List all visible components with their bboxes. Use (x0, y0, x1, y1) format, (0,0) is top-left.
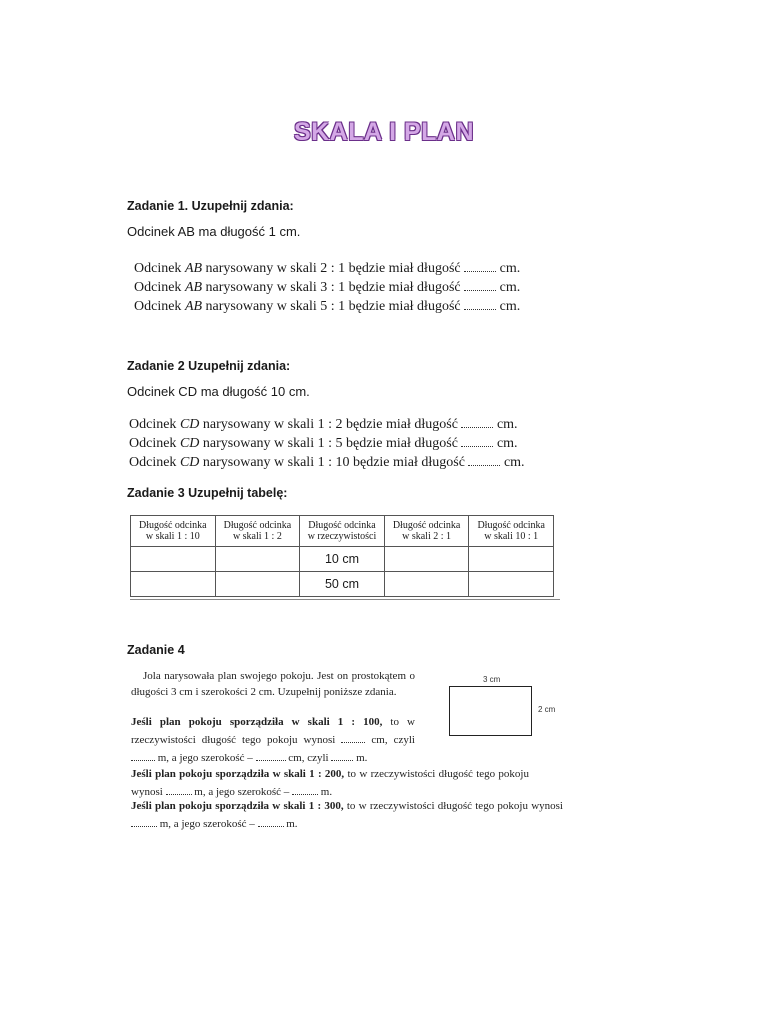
task1-line: Odcinek AB narysowany w skali 5 : 1 będzie miał długość cm. (134, 299, 521, 314)
answer-blank[interactable] (464, 278, 496, 291)
table-cell: 10 cm (300, 547, 385, 572)
table-cell[interactable] (131, 572, 216, 597)
scale-table (130, 515, 554, 597)
column-header: Długość odcinka w rzeczywistości (300, 516, 385, 547)
answer-blank[interactable] (131, 814, 157, 827)
task1-line: Odcinek AB narysowany w skali 2 : 1 będzie miał długość cm. (134, 261, 521, 276)
task4-question-1: Jeśli plan pokoju sporządziła w skali 1 : 100, to w rzeczywistości długość tego pokoju wynosi cm, czyli m, a jego szerokość – cm, czyli m. (131, 716, 415, 764)
answer-blank[interactable] (258, 814, 284, 827)
table-row (131, 572, 554, 597)
plan-length-label: 3 cm (483, 675, 501, 684)
task2-sentences (129, 415, 525, 472)
column-header: Długość odcinka w skali 1 : 2 (215, 516, 300, 547)
column-header: Długość odcinka w skali 10 : 1 (469, 516, 554, 547)
room-plan-rectangle (449, 686, 532, 736)
answer-blank[interactable] (461, 415, 493, 428)
task2-intro: Odcinek CD ma długość 10 cm. (127, 384, 310, 399)
answer-blank[interactable] (464, 297, 496, 310)
task1-line: Odcinek AB narysowany w skali 3 : 1 będzie miał długość cm. (134, 280, 521, 295)
plan-width-label: 2 cm (538, 705, 556, 714)
task4-heading: Zadanie 4 (127, 643, 185, 657)
answer-blank[interactable] (331, 748, 353, 761)
table-row (131, 547, 554, 572)
task1-heading: Zadanie 1. Uzupełnij zdania: (127, 199, 294, 213)
task4-question-3: Jeśli plan pokoju sporządziła w skali 1 : 300, to w rzeczywistości długość tego pokoju wynosi m, a jego szerokość – m. (131, 800, 563, 830)
table-cell: 50 cm (300, 572, 385, 597)
table-cell[interactable] (215, 572, 300, 597)
column-header: Długość odcinka w skali 1 : 10 (131, 516, 216, 547)
table-cell[interactable] (131, 547, 216, 572)
table-divider (130, 599, 560, 603)
task4-question-2: Jeśli plan pokoju sporządziła w skali 1 : 200, to w rzeczywistości długość tego pokoju wynosi m, a jego szerokość – m. (131, 768, 529, 798)
page-title: SKALA I PLAN (293, 118, 475, 146)
answer-blank[interactable] (256, 748, 286, 761)
table-cell[interactable] (384, 572, 469, 597)
task3-heading: Zadanie 3 Uzupełnij tabelę: (127, 486, 288, 500)
task1-intro: Odcinek AB ma długość 1 cm. (127, 224, 301, 239)
table-cell[interactable] (215, 547, 300, 572)
answer-blank[interactable] (464, 259, 496, 272)
answer-blank[interactable] (166, 782, 192, 795)
table-cell[interactable] (469, 547, 554, 572)
answer-blank[interactable] (461, 434, 493, 447)
task1-sentences (134, 259, 520, 316)
answer-blank[interactable] (292, 782, 318, 795)
answer-blank[interactable] (468, 453, 500, 466)
table-header-row (131, 516, 554, 547)
answer-blank[interactable] (131, 748, 155, 761)
table-cell[interactable] (469, 572, 554, 597)
answer-blank[interactable] (341, 730, 365, 743)
task2-line: Odcinek CD narysowany w skali 1 : 2 będzie miał długość cm. (129, 417, 518, 432)
task4-intro: Jola narysowała plan swojego pokoju. Jest on prostokątem o długości 3 cm i szerokości 2 cm. Uzupełnij poniższe zdania. (131, 670, 415, 698)
task2-line: Odcinek CD narysowany w skali 1 : 5 będzie miał długość cm. (129, 436, 518, 451)
table-cell[interactable] (384, 547, 469, 572)
task2-heading: Zadanie 2 Uzupełnij zdania: (127, 359, 291, 373)
column-header: Długość odcinka w skali 2 : 1 (384, 516, 469, 547)
task2-line: Odcinek CD narysowany w skali 1 : 10 będzie miał długość cm. (129, 455, 525, 470)
